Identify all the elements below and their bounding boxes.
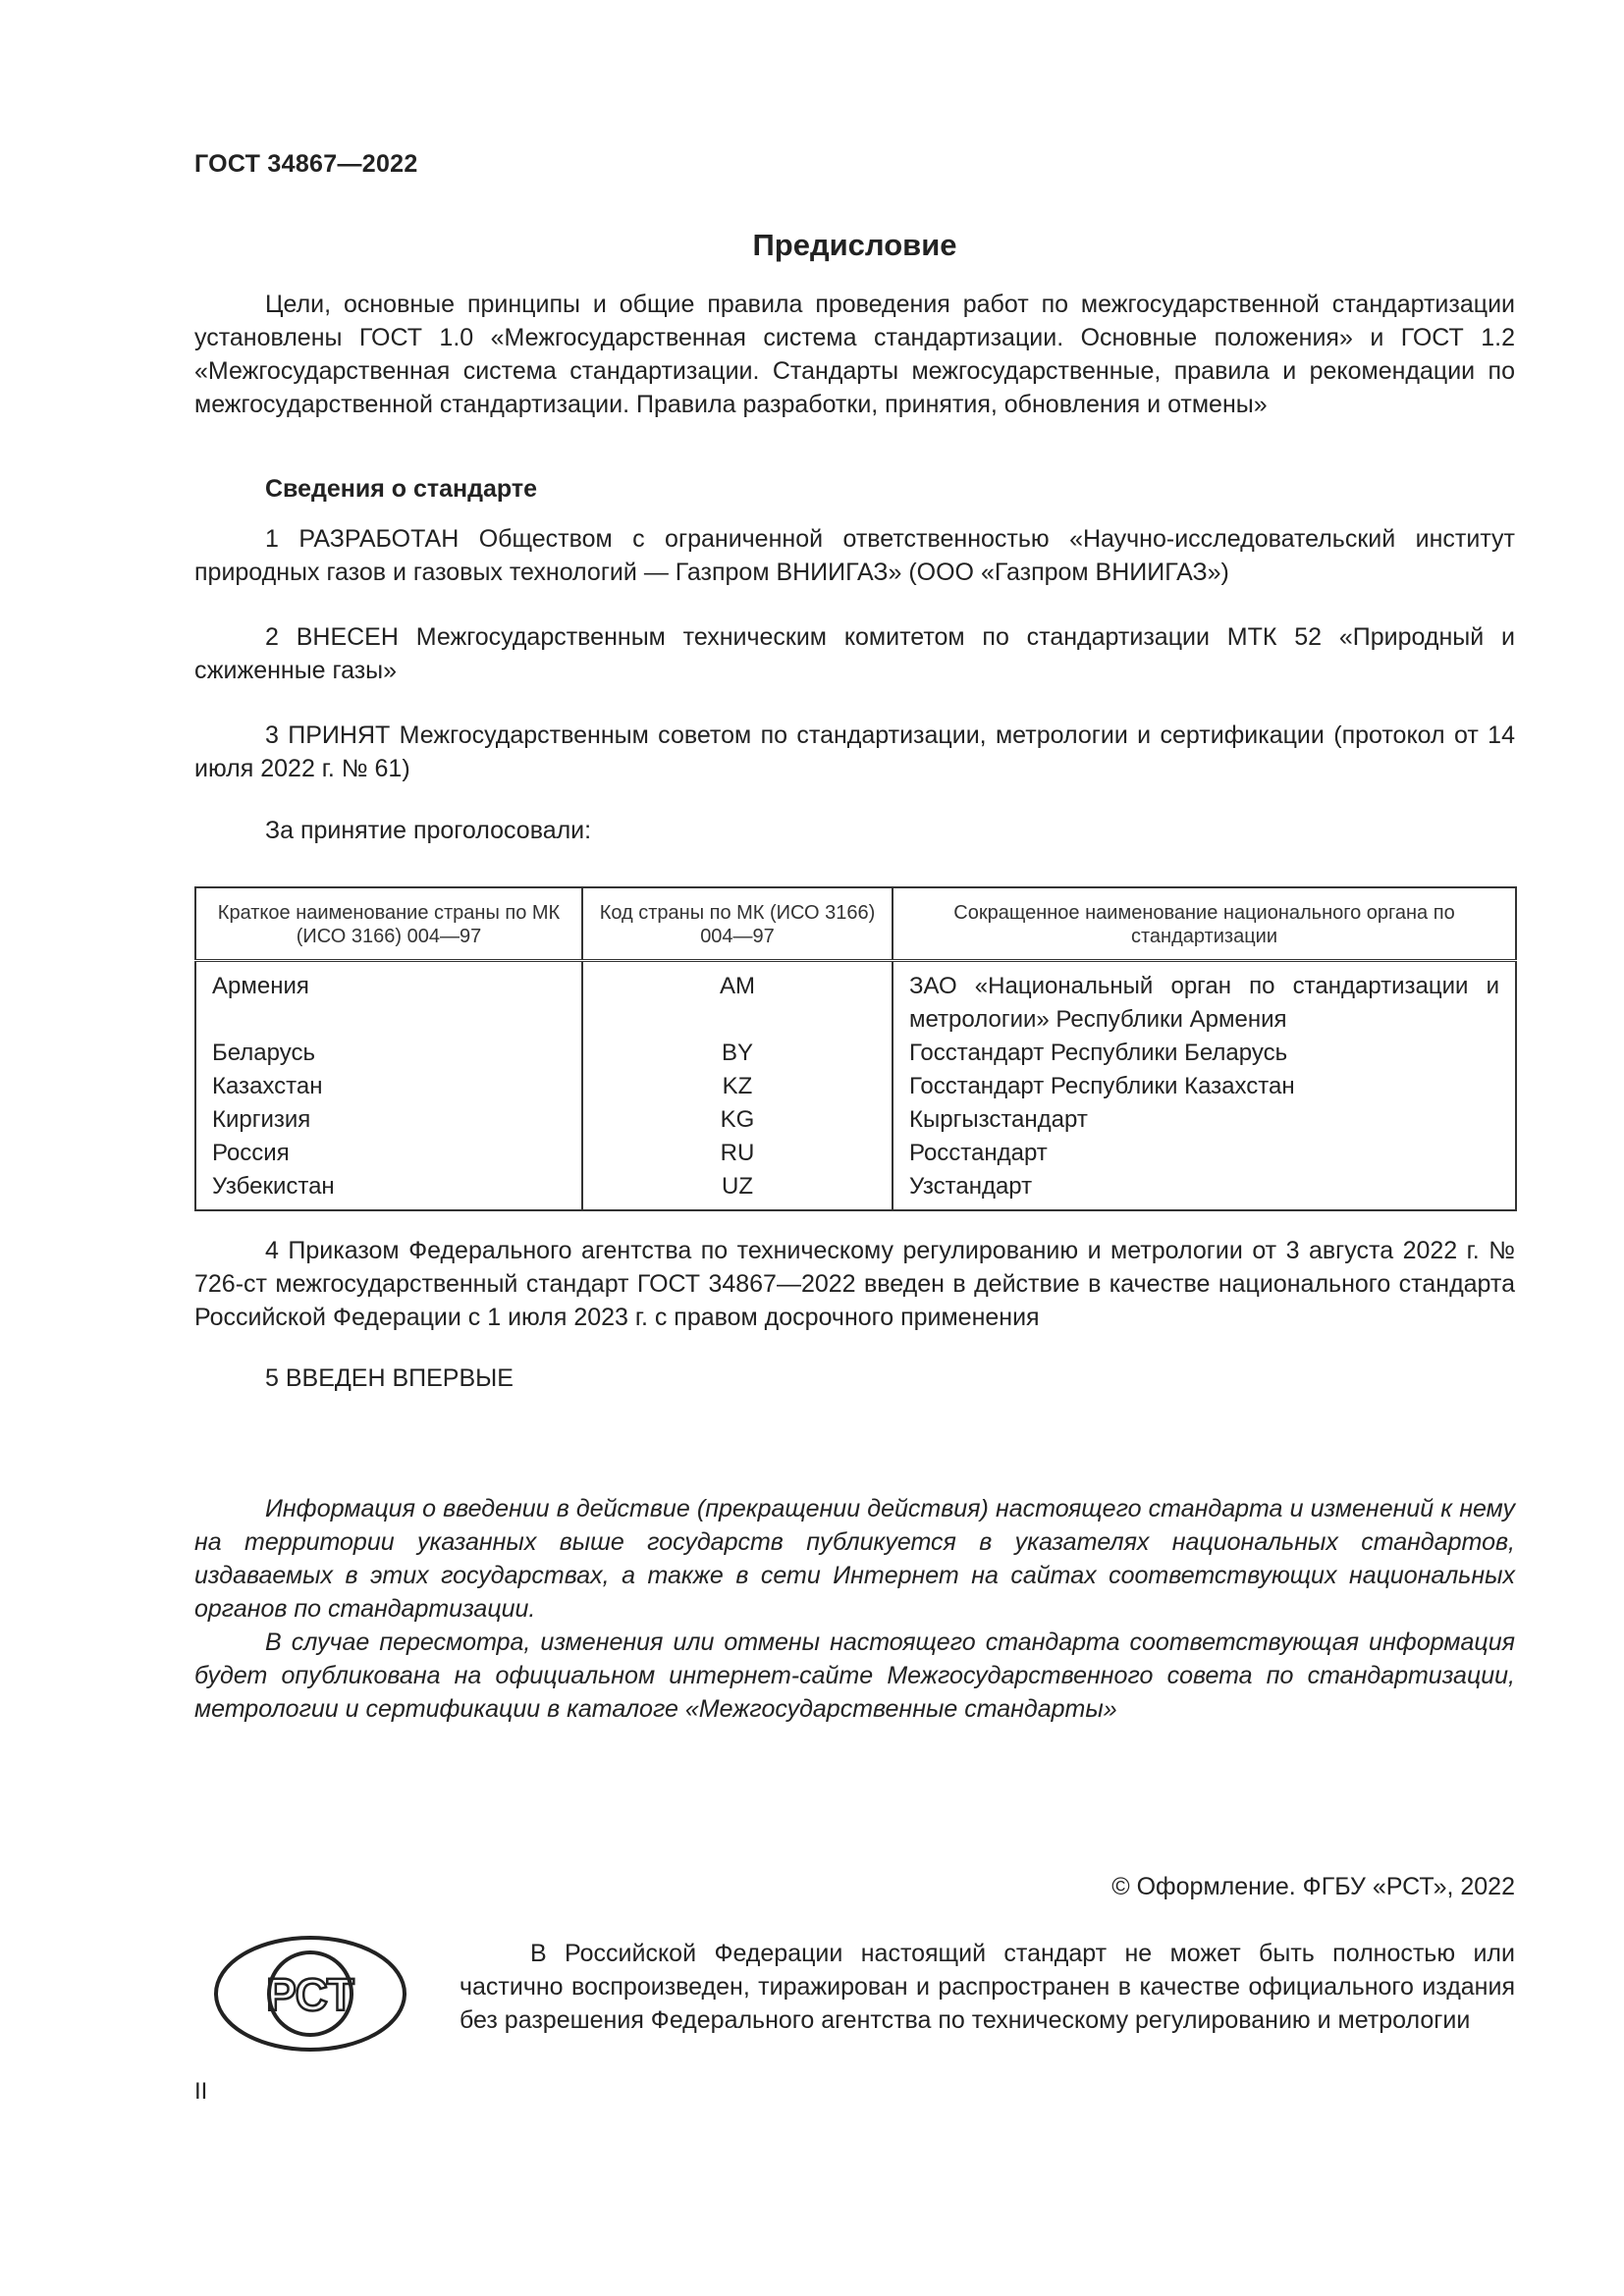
item-developed [194, 522, 1515, 589]
organ-cell: ЗАО «Национальный орган по стандартизации и метрологии» Республики Армения [893, 961, 1516, 1038]
country-cell: Казахстан [195, 1070, 582, 1103]
table-row [195, 1037, 1516, 1070]
code-cell: UZ [582, 1170, 893, 1210]
table-row [195, 1070, 1516, 1103]
countries-table [194, 886, 1517, 1211]
item-4-text: 4 Приказом Федерального агентства по техническому регулированию и метрологии от 3 августа 2022 г. № 726-ст межгосударственный стандарт ГОСТ 34867—2022 введен в действие в качестве национального стандарта Российской Федерации с 1 июля 2023 г. с правом досрочного применения [194, 1237, 1515, 1331]
logo-lettering: РСТ [266, 1969, 354, 2020]
code-cell: KZ [582, 1070, 893, 1103]
organ-cell: Росстандарт [893, 1137, 1516, 1170]
code-cell: KG [582, 1103, 893, 1137]
info-paragraph-1: Информация о введении в действие (прекращении действия) настоящего стандарта и изменений к нему на территории указанных выше государств публикуется в указателях национальных стандартов, издаваемых в этих государствах, а также в сети Интернет на сайтах соответствующих национальных органов по стандартизации. [194, 1495, 1515, 1623]
copyright-notice [460, 1937, 1515, 2037]
info-paragraph-2: В случае пересмотра, изменения или отмены настоящего стандарта соответствующая информация будет опубликована на официальном интернет-сайте Межгосударственного совета по стандартизации, метрологии и сертификации в каталоге «Межгосударственные стандарты» [194, 1629, 1515, 1723]
item-1-text: 1 РАЗРАБОТАН Обществом с ограниченной ответственностью «Научно-исследовательский институт природных газов и газовых технологий — Газпром ВНИИГАЗ» (ООО «Газпром ВНИИГАЗ») [194, 525, 1515, 586]
notice-text: В Российской Федерации настоящий стандарт не может быть полностью или частично воспроизведен, тиражирован и распространен в качестве официального издания без разрешения Федерального агентства по техническому регулированию и метрологии [460, 1940, 1515, 2034]
code-cell: BY [582, 1037, 893, 1070]
rst-logo [212, 1934, 408, 2054]
document-page [194, 0, 1515, 2296]
table-row [195, 1103, 1516, 1137]
table-header-organ: Сокращенное наименование национального органа по стандартизации [893, 887, 1516, 961]
item-2-text: 2 ВНЕСЕН Межгосударственным техническим комитетом по стандартизации МТК 52 «Природный и сжиженные газы» [194, 623, 1515, 684]
country-cell: Россия [195, 1137, 582, 1170]
code-cell: AM [582, 961, 893, 1038]
info-block [194, 1492, 1515, 1726]
table-row [195, 1170, 1516, 1210]
table-header-row [195, 887, 1516, 961]
item-first-introduced: 5 ВВЕДЕН ВПЕРВЫЕ [265, 1364, 514, 1392]
table-header-code: Код страны по МК (ИСО 3166) 004—97 [582, 887, 893, 961]
organ-cell: Госстандарт Республики Казахстан [893, 1070, 1516, 1103]
code-cell: RU [582, 1137, 893, 1170]
table-row [195, 961, 1516, 1038]
country-cell: Узбекистан [195, 1170, 582, 1210]
table-row [195, 1137, 1516, 1170]
subheading: Сведения о стандарте [265, 475, 538, 503]
copyright-line: © Оформление. ФГБУ «РСТ», 2022 [1111, 1873, 1515, 1900]
voted-label: За принятие проголосовали: [265, 817, 592, 844]
page-title: Предисловие [752, 228, 957, 262]
page-number: II [194, 2078, 208, 2105]
organ-cell: Кыргызстандарт [893, 1103, 1516, 1137]
country-cell: Киргизия [195, 1103, 582, 1137]
item-3-text: 3 ПРИНЯТ Межгосударственным советом по стандартизации, метрологии и сертификации (протокол от 14 июля 2022 г. № 61) [194, 721, 1515, 782]
preface-text: Цели, основные принципы и общие правила проведения работ по межгосударственной стандартизации установлены ГОСТ 1.0 «Межгосударственная система стандартизации. Основные положения» и ГОСТ 1.2 «Межгосударственная система стандартизации. Стандарты межгосударственные, правила и рекомендации по межгосударственной стандартизации. Правила разработки, принятия, обновления и отмены» [194, 291, 1515, 418]
item-adopted [194, 719, 1515, 785]
item-submitted [194, 620, 1515, 687]
organ-cell: Узстандарт [893, 1170, 1516, 1210]
country-cell: Армения [195, 961, 582, 1038]
organ-cell: Госстандарт Республики Беларусь [893, 1037, 1516, 1070]
document-id: ГОСТ 34867—2022 [194, 150, 418, 178]
country-cell: Беларусь [195, 1037, 582, 1070]
item-order [194, 1234, 1515, 1334]
table-header-country: Краткое наименование страны по МК (ИСО 3166) 004—97 [195, 887, 582, 961]
preface-paragraph [194, 288, 1515, 421]
